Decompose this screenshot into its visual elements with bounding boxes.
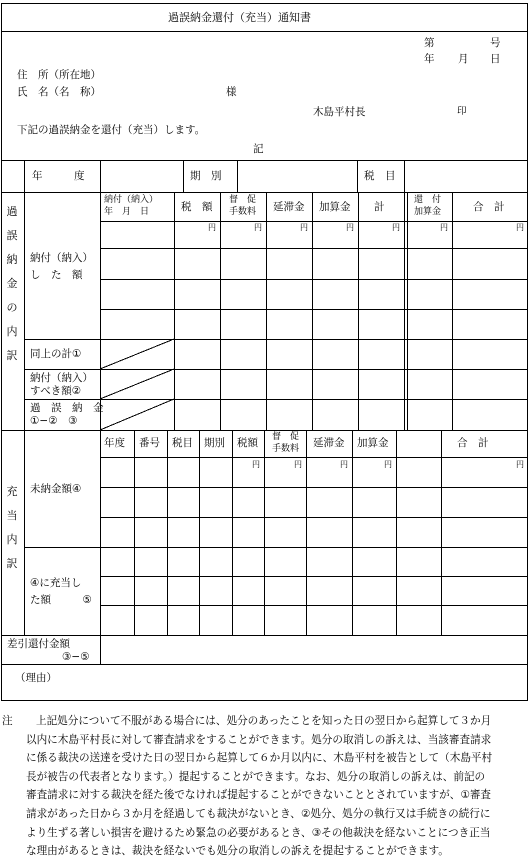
address-label: 住 所（所在地） (17, 69, 101, 81)
applied-amount-label-2: た額 ⑤ (30, 594, 92, 606)
day-label: 日 (490, 53, 501, 65)
col-total: 合 計 (473, 201, 505, 213)
yen-unit: 円 (294, 460, 302, 469)
paid-amount-label-2: し た 額 (30, 269, 83, 281)
note-line: 長が被告の代表者となります。）提起することができます。なお、処分の取消しの訴えは、前記の (26, 770, 486, 783)
col-reminder-fee-2: 手数料 (229, 207, 257, 217)
yen-unit: 円 (254, 223, 262, 232)
mayor-name: 木島平村長 (313, 106, 366, 118)
col-tax-item: 税目 (172, 437, 193, 449)
unpaid-amount-label: 未納金額④ (30, 483, 82, 495)
due-amount-label-2: すべき額② (30, 385, 82, 397)
form-title: 過誤納金還付（充当）通知書 (168, 11, 311, 24)
col-total-2: 合 計 (457, 437, 489, 449)
yen-unit: 円 (392, 223, 400, 232)
period-label: 期 別 (190, 170, 222, 182)
note-line: に係る裁決の送達を受けた日の翌日から起算して６か月以内に、木島平村を被告として（木島平村 (26, 752, 493, 765)
col-reminder-fee-1: 督 促 (229, 195, 257, 205)
overpayment-label-1: 過 誤 納 金 (30, 402, 104, 414)
col-number: 番号 (139, 437, 160, 449)
note-label: 注 (2, 715, 13, 727)
section2-label: 充当内訳 (6, 485, 18, 570)
yen-unit: 円 (300, 223, 308, 232)
col-surcharge: 加算金 (319, 201, 351, 213)
col-subtotal: 計 (374, 201, 385, 213)
fiscal-year-label: 年 度 (32, 170, 85, 182)
yen-unit: 円 (384, 460, 392, 469)
yen-unit: 円 (440, 223, 448, 232)
note-line: 請求があった日から３か月を経過しても裁決がないとき、②処分、処分の執行又は手続きの続行に (26, 807, 491, 820)
col-reminder-fee-2b: 手数料 (272, 444, 300, 454)
number-suffix: 号 (490, 37, 501, 49)
honorific: 様 (226, 86, 237, 98)
note-line: な理由があるときは、裁決を経ないでも処分の取消しの訴えを提起することができます。 (26, 845, 449, 858)
col-paydate-2: 年 月 日 (104, 207, 150, 217)
section1-label: 過誤納金の内訳 (6, 205, 18, 362)
col-late-fee-2: 延滞金 (313, 437, 345, 449)
note-line: 以内に木島平村長に対して審査請求をすることができます。処分の取消しの訴えは、当該審査請求 (26, 733, 492, 746)
paid-amount-label-1: 納付（納入） (30, 252, 93, 264)
yen-unit: 円 (252, 460, 260, 469)
net-refund-label-1: 差引還付金額 (7, 638, 70, 650)
yen-unit: 円 (516, 223, 524, 232)
yen-unit: 円 (208, 223, 216, 232)
sum-label: 同上の計① (30, 348, 82, 360)
seal-mark: 印 (457, 106, 467, 117)
yen-unit: 円 (516, 460, 524, 469)
overpayment-label-2: ①−② ③ (30, 415, 78, 427)
col-tax-amount: 税 額 (181, 201, 213, 213)
number-label: 第 (424, 37, 435, 49)
reason-label: （理由） (15, 672, 57, 684)
month-label: 月 (458, 53, 469, 65)
ki-label: 記 (253, 143, 264, 155)
col-surcharge-2: 加算金 (357, 437, 389, 449)
yen-unit: 円 (346, 223, 354, 232)
note-line: 審査請求に対する裁決を経た後でなければ提起することができないこととされていますが、①審査 (26, 789, 492, 802)
col-year: 年度 (104, 437, 125, 449)
applied-amount-label-1: ④に充当し (30, 577, 82, 589)
col-refund-add-2: 加算金 (414, 207, 442, 217)
col-refund-add-1: 還 付 (414, 195, 442, 205)
col-paydate-1: 納付（納入） (104, 195, 159, 205)
yen-unit: 円 (340, 460, 348, 469)
due-amount-label-1: 納付（納入） (30, 372, 93, 384)
note-line: より生ずる著しい損害を避けるため緊急の必要があるとき、③その他裁決を経ないことにつき正当 (26, 826, 491, 839)
col-tax-amount-2: 税額 (237, 437, 258, 449)
name-label: 氏 名（名 称） (17, 86, 101, 98)
net-refund-label-2: ③−⑤ (62, 651, 90, 663)
col-reminder-fee-2a: 督 促 (272, 432, 300, 442)
year-label: 年 (424, 53, 435, 65)
note-line: 上記処分について不服がある場合には、処分のあったことを知った日の翌日から起算して３か月 (36, 715, 492, 727)
tax-item-label: 税 目 (364, 170, 396, 182)
note-body (26, 712, 528, 861)
notice-text: 下記の過誤納金を還付（充当）します。 (17, 124, 206, 136)
col-period: 期別 (204, 437, 225, 449)
col-late-fee: 延滞金 (273, 201, 305, 213)
